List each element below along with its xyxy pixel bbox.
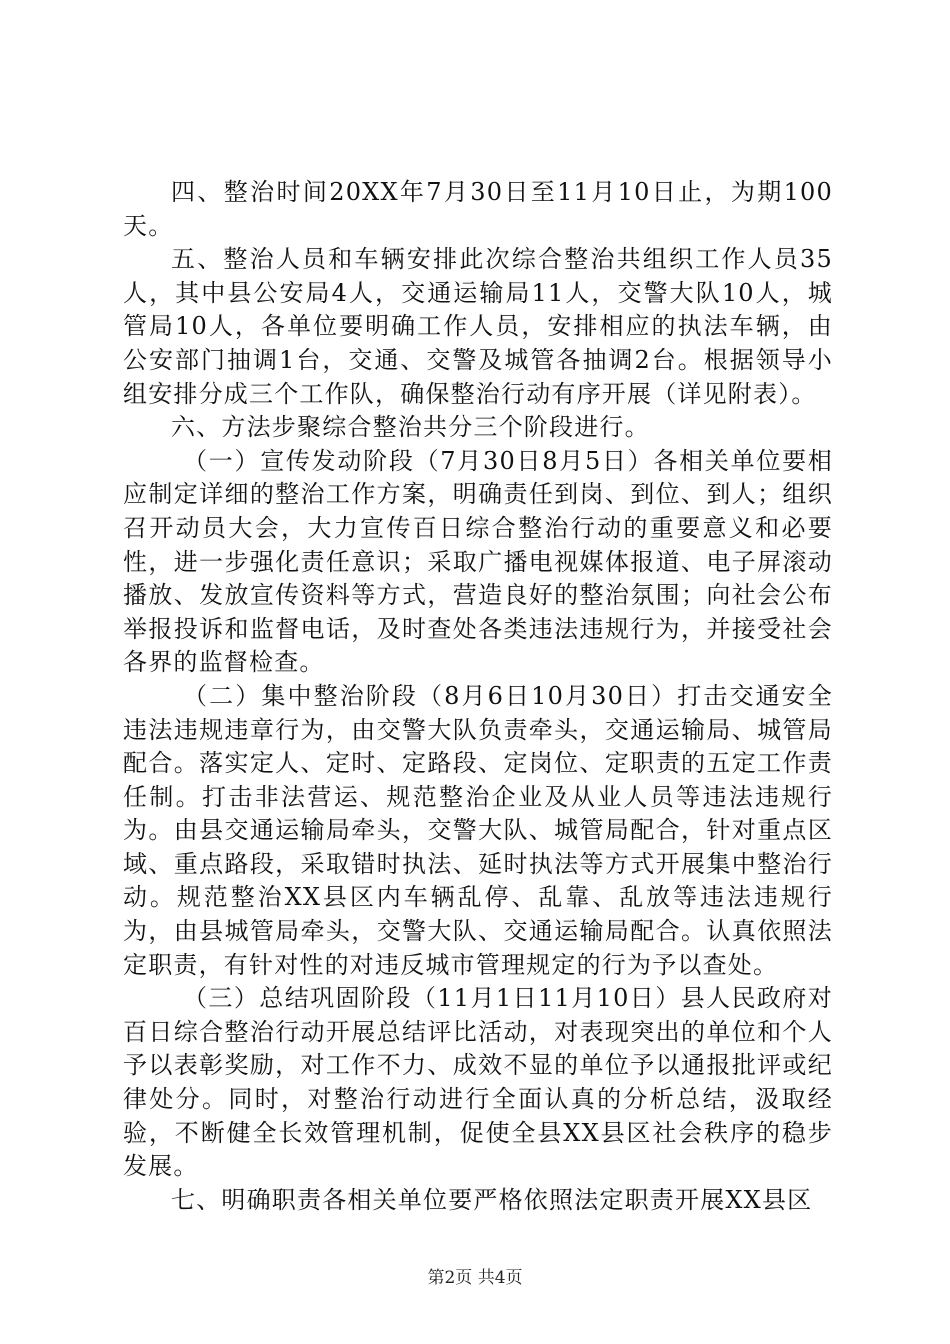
document-body (123, 176, 833, 1217)
paragraph-stage-concentrated: （二）集中整治阶段（8月6日10月30日）打击交通安全违法违规违章行为，由交警大队负责牵头，交通运输局、城管局配合。落实定人、定时、定路段、定岗位、定职责的五定工作责任制。打击非法营运、规范整治企业及从业人员等违法违规行为。由县交通运输局牵头，交警大队、城管局配合，针对重点区域、重点路段，采取错时执法、延时执法等方式开展集中整治行动。规范整治XX县区内车辆乱停、乱靠、乱放等违法违规行为，由县城管局牵头，交警大队、交通运输局配合。认真依照法定职责，有针对性的对违反城市管理规定的行为予以查处。 (123, 681, 833, 979)
paragraph-stage-publicity: （一）宣传发动阶段（7月30日8月5日）各相关单位要相应制定详细的整治工作方案，明确责任到岗、到位、到人；组织召开动员大会，大力宣传百日综合整治行动的重要意义和必要性，进一步强化责任意识；采取广播电视媒体报道、电子屏滚动播放、发放宣传资料等方式，营造良好的整治氛围；向社会公布举报投诉和监督电话，及时查处各类违法违规行为，并接受社会各界的监督检查。 (123, 446, 833, 677)
page-number-footer: 第2页 共4页 (427, 1268, 523, 1288)
paragraph-responsibilities: 七、明确职责各相关单位要严格依照法定职责开展XX县区 (171, 1185, 813, 1214)
paragraph-stage-summary: （三）总结巩固阶段（11月1日11月10日）县人民政府对百日综合整治行动开展总结评比活动，对表现突出的单位和个人予以表彰奖励，对工作不力、成效不显的单位予以通报批评或纪律处分。同时，对整治行动进行全面认真的分析总结，汲取经验，不断健全长效管理机制，促使全县XX县区社会秩序的稳步发展。 (123, 984, 833, 1181)
paragraph-personnel-vehicles: 五、整治人员和车辆安排此次综合整治共组织工作人员35人，其中县公安局4人，交通运输局11人，交警大队10人，城管局10人，各单位要明确工作人员，安排相应的执法车辆，由公安部门抽调1台，交通、交警及城管各抽调2台。根据领导小组安排分成三个工作队，确保整治行动有序开展（详见附表）。 (123, 245, 833, 408)
paragraph-methods-steps: 六、方法步聚综合整治共分三个阶段进行。 (171, 413, 650, 442)
paragraph-schedule: 四、整治时间20XX年7月30日至11月10日止，为期100天。 (123, 178, 833, 240)
